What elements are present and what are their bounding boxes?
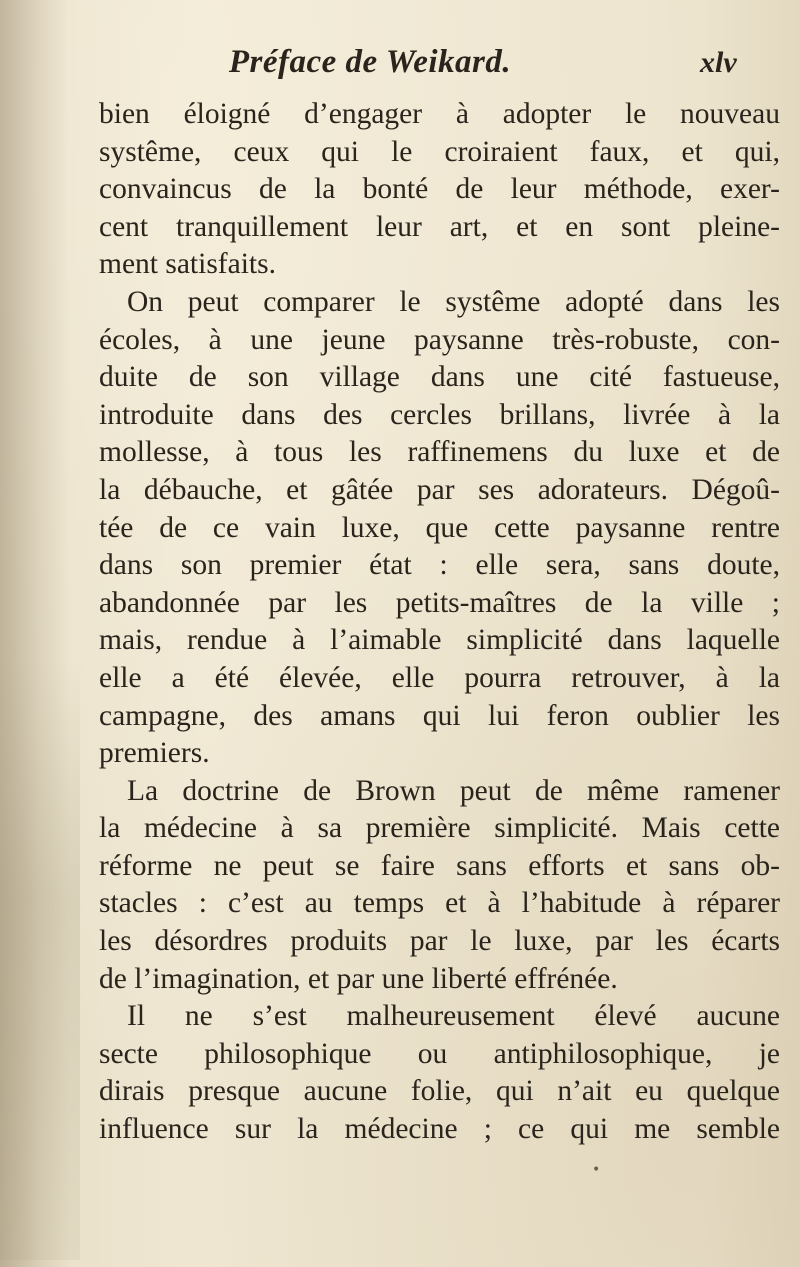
text-line: de l’imagination, et par une liberté effrénée. <box>99 962 618 995</box>
text-line: premiers. <box>99 737 210 770</box>
text-line: bien éloigné d’engager à adopter le nouveau <box>99 98 780 130</box>
text-line: écoles, à une jeune paysanne très-robuste, con- <box>99 323 780 356</box>
text-line: cent tranquillement leur art, et en sont pleine- <box>99 210 780 243</box>
paragraph-start-line: La doctrine de Brown peut de même ramener <box>127 774 780 807</box>
text-line: tée de ce vain luxe, que cette paysanne rentre <box>99 511 780 544</box>
text-line: dans son premier état : elle sera, sans doute, <box>99 549 780 582</box>
text-line: elle a été élevée, elle pourra retrouver, à la <box>99 661 780 694</box>
text-line: duite de son village dans une cité fastueuse, <box>99 361 780 394</box>
page-header <box>0 44 800 94</box>
text-line: convaincus de la bonté de leur méthode, exer- <box>99 173 780 206</box>
text-line: mollesse, à tous les raffinemens du luxe et de <box>99 436 780 469</box>
text-line: influence sur la médecine ; ce qui me semble <box>99 1113 780 1146</box>
text-line: stacles : c’est au temps et à l’habitude à réparer <box>99 887 780 920</box>
printer-mark: • <box>592 1162 601 1178</box>
text-line: secte philosophique ou antiphilosophique, je <box>99 1037 780 1070</box>
text-line: mais, rendue à l’aimable simplicité dans laquelle <box>99 624 780 657</box>
text-line: la médecine à sa première simplicité. Mais cette <box>99 812 780 845</box>
text-line: introduite dans des cercles brillans, livrée à la <box>99 398 780 431</box>
text-line: ment satisfaits. <box>99 248 276 281</box>
page-number: xlv <box>700 46 737 79</box>
text-line: campagne, des amans qui lui feron oublier les <box>99 699 780 732</box>
paragraph-start-line: On peut comparer le systême adopté dans les <box>127 285 780 318</box>
running-title: Préface de Weikard. <box>228 44 512 80</box>
text-line: systême, ceux qui le croiraient faux, et qui, <box>99 135 780 168</box>
text-line: abandonnée par les petits-maîtres de la ville ; <box>99 586 780 619</box>
text-line: dirais presque aucune folie, qui n’ait eu quelque <box>99 1075 780 1108</box>
text-line: la débauche, et gâtée par ses adorateurs. Dégoû- <box>99 473 780 506</box>
text-line: réforme ne peut se faire sans efforts et sans ob- <box>99 849 780 882</box>
paper-stain <box>0 660 80 1260</box>
paragraph-start-line: Il ne s’est malheureusement élevé aucune <box>127 1000 780 1033</box>
text-line: les désordres produits par le luxe, par les écarts <box>99 925 780 958</box>
body-text <box>99 96 780 1149</box>
